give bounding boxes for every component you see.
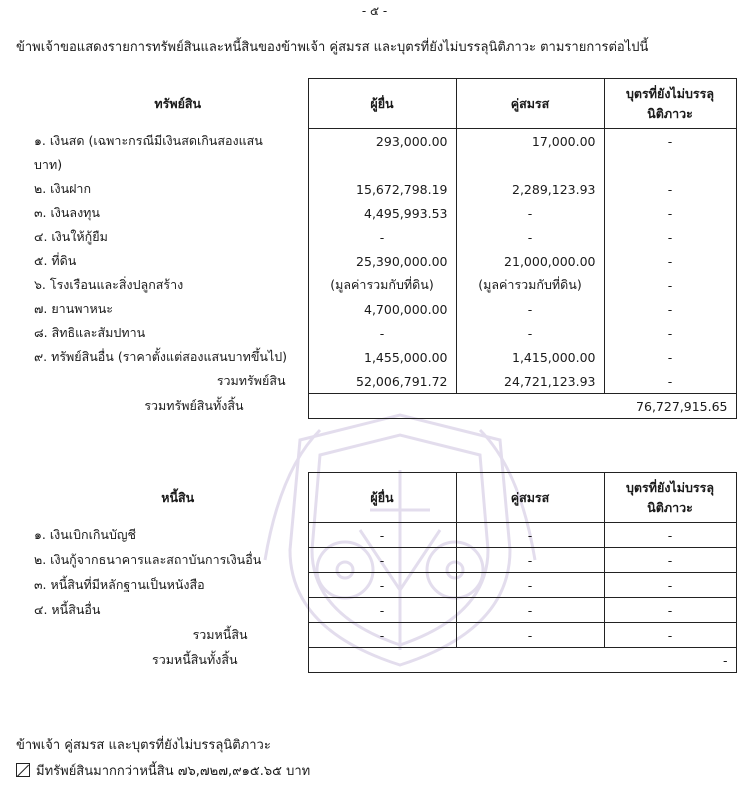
liabilities-grand-total-row [16, 648, 736, 673]
checkbox-label: มีทรัพย์สินมากกว่าหนี้สิน ๗๖,๗๒๗,๙๑๕.๖๕ บาท [36, 764, 311, 779]
asset-row [16, 129, 736, 154]
asset-children [604, 153, 736, 177]
asset-label: ๕. ที่ดิน [34, 253, 77, 268]
liabilities-total-spouse: - [456, 623, 604, 648]
asset-label: ๒. เงินฝาก [34, 181, 92, 196]
asset-declarant: (มูลค่ารวมกับที่ดิน) [308, 273, 456, 297]
asset-children: - [604, 273, 736, 297]
liabilities-total-row [16, 623, 736, 648]
asset-row [16, 345, 736, 369]
asset-children: - [604, 249, 736, 273]
liabilities-header-label: หนี้สิน [161, 489, 195, 505]
intro-text: ข้าพเจ้าขอแสดงรายการทรัพย์สินและหนี้สินของข้าพเจ้า คู่สมรส และบุตรที่ยังไม่บรรลุนิติภาวะ ตามรายการต่อไปนี้ [16, 40, 649, 55]
liability-declarant: - [308, 548, 456, 573]
assets-table [16, 78, 737, 419]
asset-spouse [456, 153, 604, 177]
liabilities-header-spouse: คู่สมรส [456, 473, 604, 523]
assets-grand-total-value: 76,727,915.65 [308, 394, 736, 419]
assets-total-children: - [604, 369, 736, 394]
page-number: - ๕ - [361, 4, 388, 18]
liability-row [16, 548, 736, 573]
asset-label: ๗. ยานพาหนะ [34, 301, 113, 316]
asset-row [16, 249, 736, 273]
asset-label: ๙. ทรัพย์สินอื่น (ราคาตั้งแต่สองแสนบาทขึ้นไป) [34, 349, 288, 364]
asset-spouse: - [456, 201, 604, 225]
asset-label: ๔. เงินให้กู้ยืม [34, 229, 108, 244]
asset-declarant: - [308, 225, 456, 249]
liability-children: - [604, 598, 736, 623]
assets-grand-total-label: รวมทรัพย์สินทั้งสิ้น [144, 398, 244, 413]
liability-label: ๒. เงินกู้จากธนาคารและสถาบันการเงินอื่น [34, 552, 262, 567]
asset-spouse: - [456, 297, 604, 321]
asset-children: - [604, 321, 736, 345]
assets-header-label: ทรัพย์สิน [154, 95, 202, 111]
asset-spouse: - [456, 321, 604, 345]
asset-spouse: 2,289,123.93 [456, 177, 604, 201]
asset-spouse: 21,000,000.00 [456, 249, 604, 273]
checkbox-checked-icon[interactable] [16, 763, 30, 777]
footer-statement: ข้าพเจ้า คู่สมรส และบุตรที่ยังไม่บรรลุนิติภาวะ [16, 738, 271, 753]
assets-header-spouse: คู่สมรส [456, 79, 604, 129]
asset-row [16, 321, 736, 345]
asset-children: - [604, 129, 736, 154]
liabilities-header-children: บุตรที่ยังไม่บรรลุ นิติภาวะ [604, 473, 736, 523]
liabilities-header-row [16, 473, 736, 523]
liability-label: ๔. หนี้สินอื่น [34, 602, 101, 617]
liability-children: - [604, 523, 736, 548]
asset-children: - [604, 225, 736, 249]
asset-spouse: 1,415,000.00 [456, 345, 604, 369]
assets-total-label: รวมทรัพย์สิน [216, 373, 286, 389]
asset-children: - [604, 297, 736, 321]
asset-children: - [604, 201, 736, 225]
asset-label: บาท) [34, 157, 63, 172]
liability-row [16, 598, 736, 623]
liabilities-total-declarant: - [308, 623, 456, 648]
liability-declarant: - [308, 523, 456, 548]
liability-label: ๓. หนี้สินที่มีหลักฐานเป็นหนังสือ [34, 577, 205, 592]
liability-children: - [604, 548, 736, 573]
liabilities-grand-total-value: - [308, 648, 736, 673]
asset-row [16, 273, 736, 297]
assets-exceed-checkbox[interactable] [16, 760, 310, 781]
liability-spouse: - [456, 573, 604, 598]
liabilities-total-label: รวมหนี้สิน [192, 627, 248, 642]
asset-label: ๘. สิทธิและสัมปทาน [34, 325, 146, 340]
assets-grand-total-row [16, 394, 736, 419]
liability-row [16, 573, 736, 598]
asset-declarant: 4,495,993.53 [308, 201, 456, 225]
liabilities-table [16, 472, 737, 673]
liabilities-header-declarant: ผู้ยื่น [308, 473, 456, 523]
asset-spouse: (มูลค่ารวมกับที่ดิน) [456, 273, 604, 297]
asset-row [16, 153, 736, 177]
liability-spouse: - [456, 523, 604, 548]
asset-spouse: 17,000.00 [456, 129, 604, 154]
assets-header-children: บุตรที่ยังไม่บรรลุ นิติภาวะ [604, 79, 736, 129]
liability-row [16, 523, 736, 548]
assets-total-row [16, 369, 736, 394]
assets-header-row [16, 79, 736, 129]
asset-declarant: 1,455,000.00 [308, 345, 456, 369]
liabilities-total-children: - [604, 623, 736, 648]
liability-declarant: - [308, 573, 456, 598]
assets-header-declarant: ผู้ยื่น [308, 79, 456, 129]
liability-children: - [604, 573, 736, 598]
asset-declarant: - [308, 321, 456, 345]
liability-spouse: - [456, 598, 604, 623]
assets-total-spouse: 24,721,123.93 [456, 369, 604, 394]
liability-spouse: - [456, 548, 604, 573]
asset-row [16, 297, 736, 321]
asset-label: ๓. เงินลงทุน [34, 205, 100, 220]
liabilities-grand-total-label: รวมหนี้สินทั้งสิ้น [152, 652, 238, 667]
asset-children: - [604, 177, 736, 201]
asset-spouse: - [456, 225, 604, 249]
asset-row [16, 177, 736, 201]
asset-children: - [604, 345, 736, 369]
asset-row [16, 225, 736, 249]
asset-label: ๑. เงินสด (เฉพาะกรณีมีเงินสดเกินสองแสน [34, 132, 263, 148]
asset-row [16, 201, 736, 225]
assets-total-declarant: 52,006,791.72 [308, 369, 456, 394]
asset-declarant: 25,390,000.00 [308, 249, 456, 273]
liability-declarant: - [308, 598, 456, 623]
asset-declarant: 4,700,000.00 [308, 297, 456, 321]
asset-declarant: 293,000.00 [308, 129, 456, 154]
liability-label: ๑. เงินเบิกเกินบัญชี [34, 527, 137, 542]
asset-declarant [308, 153, 456, 177]
asset-label: ๖. โรงเรือนและสิ่งปลูกสร้าง [34, 277, 184, 292]
asset-declarant: 15,672,798.19 [308, 177, 456, 201]
